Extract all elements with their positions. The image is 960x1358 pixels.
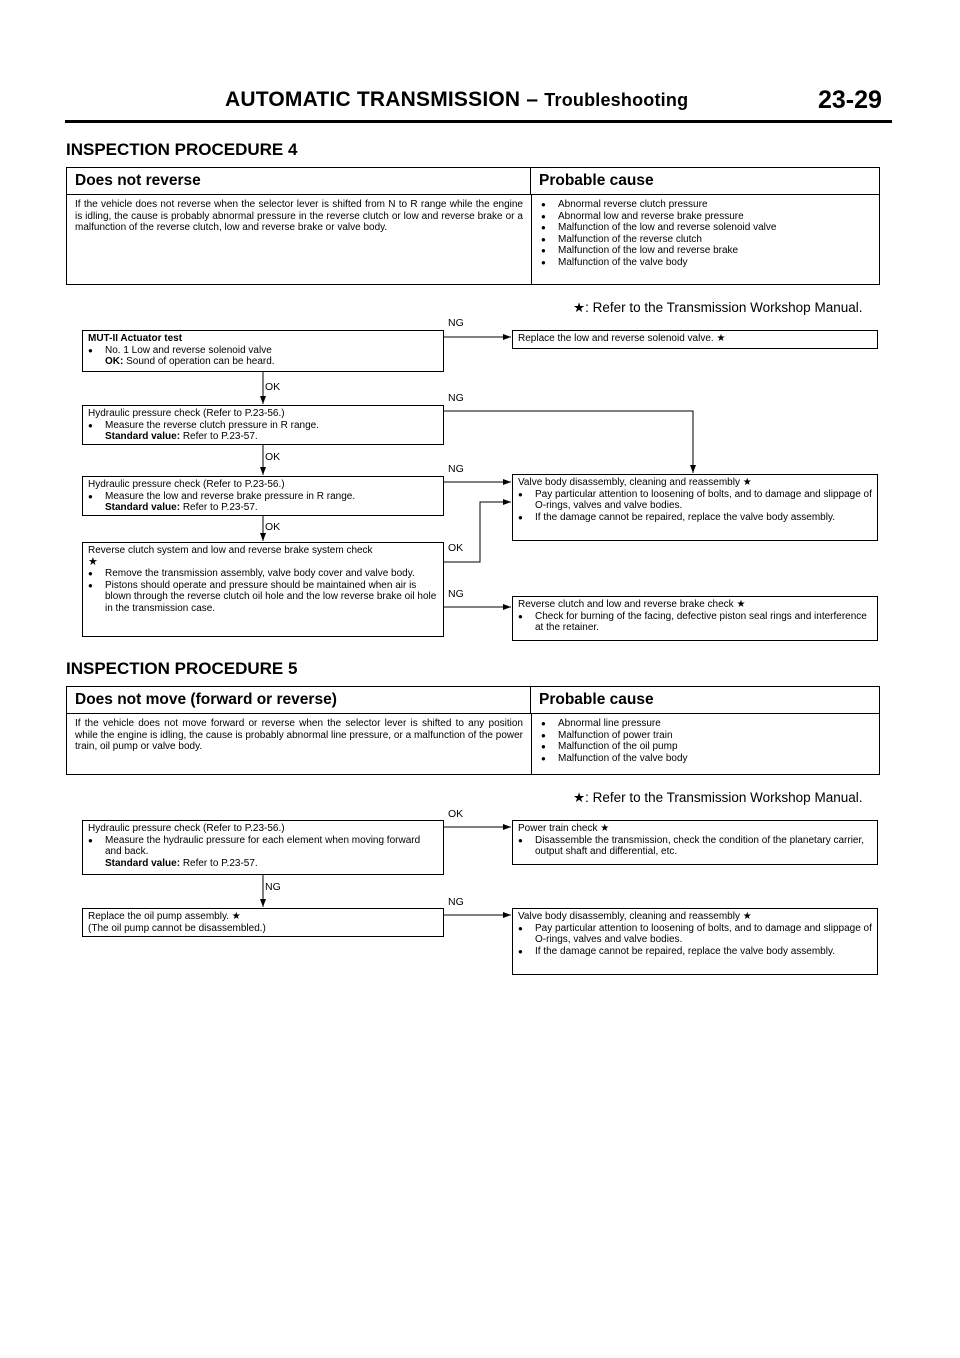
proc4-cause-item: ● Abnormal reverse clutch pressure <box>541 199 776 211</box>
step-title: Hydraulic pressure check (Refer to P.23-56.) <box>88 823 285 834</box>
proc4-cause-item: ● Abnormal low and reverse brake pressure <box>541 211 776 223</box>
label-ok: OK <box>265 451 281 463</box>
star-icon: ★ <box>88 555 98 568</box>
label-ng: NG <box>448 392 464 404</box>
header-dash: – <box>526 88 539 111</box>
step-line: (The oil pump cannot be disassembled.) <box>88 922 266 934</box>
proc4-symptom: Does not reverse <box>67 168 531 194</box>
result-item: ● Disassemble the transmission, check the condition of the planetary carrier, output shaft and differential, etc. <box>518 835 872 858</box>
step-item: ● Measure the low and reverse brake pressure in R range. <box>88 491 438 503</box>
step-item: ● Remove the transmission assembly, valve body cover and valve body. <box>88 568 438 580</box>
step-title: Reverse clutch system and low and reverse brake system check <box>88 545 373 556</box>
step-title: Hydraulic pressure check (Refer to P.23-56.) <box>88 408 285 419</box>
std-text: Refer to P.23-57. <box>182 502 258 513</box>
step-title: MUT-II Actuator test <box>88 333 183 344</box>
label-ng: NG <box>448 317 464 329</box>
proc4-description: If the vehicle does not reverse when the selector lever is shifted from N to R range while the engine is idling, the cause is probably abnormal pressure in the reverse clutch or low and reverse brake or a malfunction of the reverse clutch, low and reverse brake or valve body. <box>75 199 523 233</box>
std-label: Standard value: <box>105 857 181 869</box>
ok-label: OK: <box>105 356 124 367</box>
proc5-description: If the vehicle does not move forward or reverse when the selector lever is shifted to any position while the engine is idling, the cause is probably abnormal line pressure, or a malfunction of the power train, oil pump or valve body. <box>75 718 523 752</box>
step-item: ● Pistons should operate and pressure should be maintained when air is blown through the reverse clutch oil hole and the low reverse brake oil hole in the transmission case. <box>88 580 438 615</box>
result-title: Reverse clutch and low and reverse brake check ★ <box>518 599 746 610</box>
proc5-title: INSPECTION PROCEDURE 5 <box>66 659 298 678</box>
result-item: ● If the damage cannot be repaired, replace the valve body assembly. <box>518 512 872 524</box>
proc4-cause-header: Probable cause <box>539 172 654 189</box>
std-text: Refer to P.23-57. <box>182 431 258 442</box>
arrow-ng <box>444 411 693 473</box>
arrow-ok <box>444 502 511 562</box>
proc5-cause-item: ● Malfunction of the oil pump <box>541 741 688 753</box>
result-item: ● If the damage cannot be repaired, replace the valve body assembly. <box>518 946 872 958</box>
proc4-cause-item: ● Malfunction of the valve body <box>541 257 776 269</box>
proc5-cause-header: Probable cause <box>539 691 654 708</box>
label-ng: NG <box>448 588 464 600</box>
result-item: ● Pay particular attention to loosening of bolts, and to damage and slippage of O-rings, valves and valve bodies. <box>518 923 872 946</box>
step-item: ● Measure the hydraulic pressure for each element when moving forward and back. <box>88 835 438 858</box>
proc4-cause-item: ● Malfunction of the low and reverse brake <box>541 245 776 257</box>
step-title: Hydraulic pressure check (Refer to P.23-56.) <box>88 479 285 490</box>
step-line: Replace the oil pump assembly. ★ <box>88 911 241 922</box>
result-title: Power train check ★ <box>518 823 610 834</box>
header-subtitle: Troubleshooting <box>544 90 689 110</box>
proc5-symptom: Does not move (forward or reverse) <box>67 687 531 713</box>
ok-text: Sound of operation can be heard. <box>126 356 275 367</box>
proc5-note: ★: Refer to the Transmission Workshop Manual. <box>573 790 863 805</box>
result-text: Replace the low and reverse solenoid valve. ★ <box>518 333 726 344</box>
page-number: 23-29 <box>818 86 882 114</box>
result-item: ● Check for burning of the facing, defective piston seal rings and interference at the retainer. <box>518 611 872 634</box>
label-ok: OK <box>265 381 281 393</box>
proc4-cause-item: ● Malfunction of the reverse clutch <box>541 234 776 246</box>
proc4-note: ★: Refer to the Transmission Workshop Manual. <box>573 300 863 315</box>
label-ok: OK <box>448 808 464 820</box>
std-label: Standard value: <box>105 502 181 513</box>
proc5-cause-item: ● Abnormal line pressure <box>541 718 688 730</box>
result-title: Valve body disassembly, cleaning and reassembly ★ <box>518 911 752 922</box>
header-title: AUTOMATIC TRANSMISSION <box>225 88 521 111</box>
step-item: ● Measure the reverse clutch pressure in R range. <box>88 420 438 432</box>
label-ok: OK <box>265 521 281 533</box>
std-label: Standard value: <box>105 431 181 442</box>
label-ng: NG <box>448 463 464 475</box>
result-item: ● Pay particular attention to loosening of bolts, and to damage and slippage of O-rings, valves and valve bodies. <box>518 489 872 512</box>
proc4-title: INSPECTION PROCEDURE 4 <box>66 140 298 159</box>
std-text: Refer to P.23-57. <box>182 857 258 869</box>
proc5-cause-item: ● Malfunction of power train <box>541 730 688 742</box>
label-ng: NG <box>448 896 464 908</box>
proc4-cause-item: ● Malfunction of the low and reverse solenoid valve <box>541 222 776 234</box>
step-item: ● No. 1 Low and reverse solenoid valve <box>88 345 438 357</box>
result-title: Valve body disassembly, cleaning and reassembly ★ <box>518 477 752 488</box>
proc5-cause-item: ● Malfunction of the valve body <box>541 753 688 765</box>
label-ok: OK <box>448 542 464 554</box>
label-ng: NG <box>265 881 281 893</box>
